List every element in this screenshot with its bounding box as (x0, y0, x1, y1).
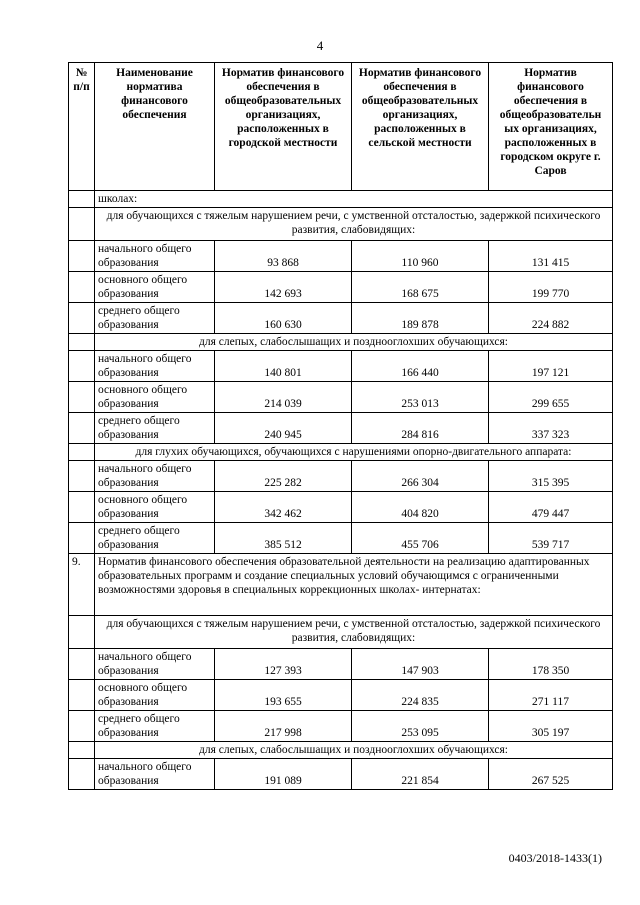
empty-cell (69, 303, 95, 334)
value-sarov: 197 121 (489, 351, 613, 382)
value-sarov: 267 525 (489, 759, 613, 790)
section-9-row (69, 554, 613, 616)
value-sarov: 299 655 (489, 382, 613, 413)
value-rural: 221 854 (352, 759, 489, 790)
education-level: среднего общего образования (95, 413, 215, 444)
value-sarov: 315 395 (489, 461, 613, 492)
value-urban: 193 655 (215, 680, 352, 711)
table-row (69, 303, 613, 334)
empty-cell (69, 616, 95, 649)
empty-cell (69, 649, 95, 680)
table-row (69, 272, 613, 303)
table-body (69, 191, 613, 790)
value-rural: 284 816 (352, 413, 489, 444)
value-rural: 166 440 (352, 351, 489, 382)
continuation-text: школах: (95, 191, 613, 208)
value-sarov: 539 717 (489, 523, 613, 554)
empty-cell (69, 241, 95, 272)
group-title: для глухих обучающихся, обучающихся с нарушениями опорно-двигательного аппарата: (95, 444, 613, 461)
empty-cell (69, 208, 95, 241)
financing-norms-table (68, 62, 613, 790)
education-level: начального общего образования (95, 241, 215, 272)
value-rural: 455 706 (352, 523, 489, 554)
value-urban: 240 945 (215, 413, 352, 444)
education-level: среднего общего образования (95, 711, 215, 742)
value-rural: 147 903 (352, 649, 489, 680)
group-title: для слепых, слабослышащих и позднооглохших обучающихся: (95, 334, 613, 351)
value-sarov: 224 882 (489, 303, 613, 334)
value-urban: 140 801 (215, 351, 352, 382)
document-code: 0403/2018-1433(1) (508, 851, 602, 865)
value-sarov: 305 197 (489, 711, 613, 742)
empty-cell (69, 444, 95, 461)
group-title: для обучающихся с тяжелым нарушением речи, с умственной отсталостью, задержкой психического развития, слабовидящих: (95, 208, 613, 241)
education-level: среднего общего образования (95, 523, 215, 554)
table-row (69, 711, 613, 742)
education-level: начального общего образования (95, 649, 215, 680)
value-sarov: 479 447 (489, 492, 613, 523)
empty-cell (69, 759, 95, 790)
group-title-row (69, 334, 613, 351)
section-9-text: Норматив финансового обеспечения образовательной деятельности на реализацию адаптированных образовательных программ и создание специальных условий обучающимся с ограниченными возможностями здоровья в специальных коррекционных школах- интернатах: (95, 554, 613, 616)
empty-cell (69, 680, 95, 711)
page-number: 4 (316, 38, 324, 53)
empty-cell (69, 492, 95, 523)
empty-cell (69, 711, 95, 742)
empty-cell (69, 461, 95, 492)
group-title-row (69, 616, 613, 649)
value-rural: 253 013 (352, 382, 489, 413)
table-row (69, 461, 613, 492)
value-urban: 191 089 (215, 759, 352, 790)
section-number: 9. (69, 554, 95, 616)
table-row (69, 382, 613, 413)
education-level: начального общего образования (95, 759, 215, 790)
group-title-row (69, 444, 613, 461)
education-level: основного общего образования (95, 680, 215, 711)
education-level: среднего общего образования (95, 303, 215, 334)
header-sarov: Норматив финансового обеспечения в общеобразовательн ых организациях, расположенных в городском округе г. Саров (489, 63, 613, 191)
value-rural: 224 835 (352, 680, 489, 711)
empty-cell (69, 191, 95, 208)
value-rural: 110 960 (352, 241, 489, 272)
empty-cell (69, 742, 95, 759)
value-urban: 160 630 (215, 303, 352, 334)
table-row (69, 759, 613, 790)
header-urban: Норматив финансового обеспечения в общеобразовательных организациях, расположенных в городской местности (215, 63, 352, 191)
value-urban: 127 393 (215, 649, 352, 680)
value-rural: 266 304 (352, 461, 489, 492)
header-name: Наименование норматива финансового обеспечения (95, 63, 215, 191)
table-row (69, 649, 613, 680)
value-rural: 168 675 (352, 272, 489, 303)
group-title: для обучающихся с тяжелым нарушением речи, с умственной отсталостью, задержкой психического развития, слабовидящих: (95, 616, 613, 649)
value-sarov: 271 117 (489, 680, 613, 711)
education-level: основного общего образования (95, 272, 215, 303)
value-sarov: 178 350 (489, 649, 613, 680)
value-urban: 342 462 (215, 492, 352, 523)
group-title: для слепых, слабослышащих и позднооглохших обучающихся: (95, 742, 613, 759)
table-row (69, 241, 613, 272)
table-row (69, 413, 613, 444)
value-rural: 189 878 (352, 303, 489, 334)
empty-cell (69, 272, 95, 303)
value-urban: 214 039 (215, 382, 352, 413)
empty-cell (69, 334, 95, 351)
empty-cell (69, 523, 95, 554)
value-urban: 385 512 (215, 523, 352, 554)
education-level: основного общего образования (95, 492, 215, 523)
header-num: № п/п (69, 63, 95, 191)
table-row (69, 523, 613, 554)
value-sarov: 199 770 (489, 272, 613, 303)
group-title-row (69, 208, 613, 241)
table-row (69, 492, 613, 523)
value-sarov: 337 323 (489, 413, 613, 444)
value-urban: 93 868 (215, 241, 352, 272)
header-rural: Норматив финансового обеспечения в общеобразовательных организациях, расположенных в сельской местности (352, 63, 489, 191)
education-level: основного общего образования (95, 382, 215, 413)
table-row (69, 680, 613, 711)
empty-cell (69, 382, 95, 413)
continuation-row (69, 191, 613, 208)
empty-cell (69, 351, 95, 382)
education-level: начального общего образования (95, 351, 215, 382)
value-urban: 225 282 (215, 461, 352, 492)
empty-cell (69, 413, 95, 444)
table-row (69, 351, 613, 382)
value-urban: 142 693 (215, 272, 352, 303)
value-sarov: 131 415 (489, 241, 613, 272)
value-urban: 217 998 (215, 711, 352, 742)
table-header-row (69, 63, 613, 191)
education-level: начального общего образования (95, 461, 215, 492)
group-title-row (69, 742, 613, 759)
value-rural: 253 095 (352, 711, 489, 742)
value-rural: 404 820 (352, 492, 489, 523)
